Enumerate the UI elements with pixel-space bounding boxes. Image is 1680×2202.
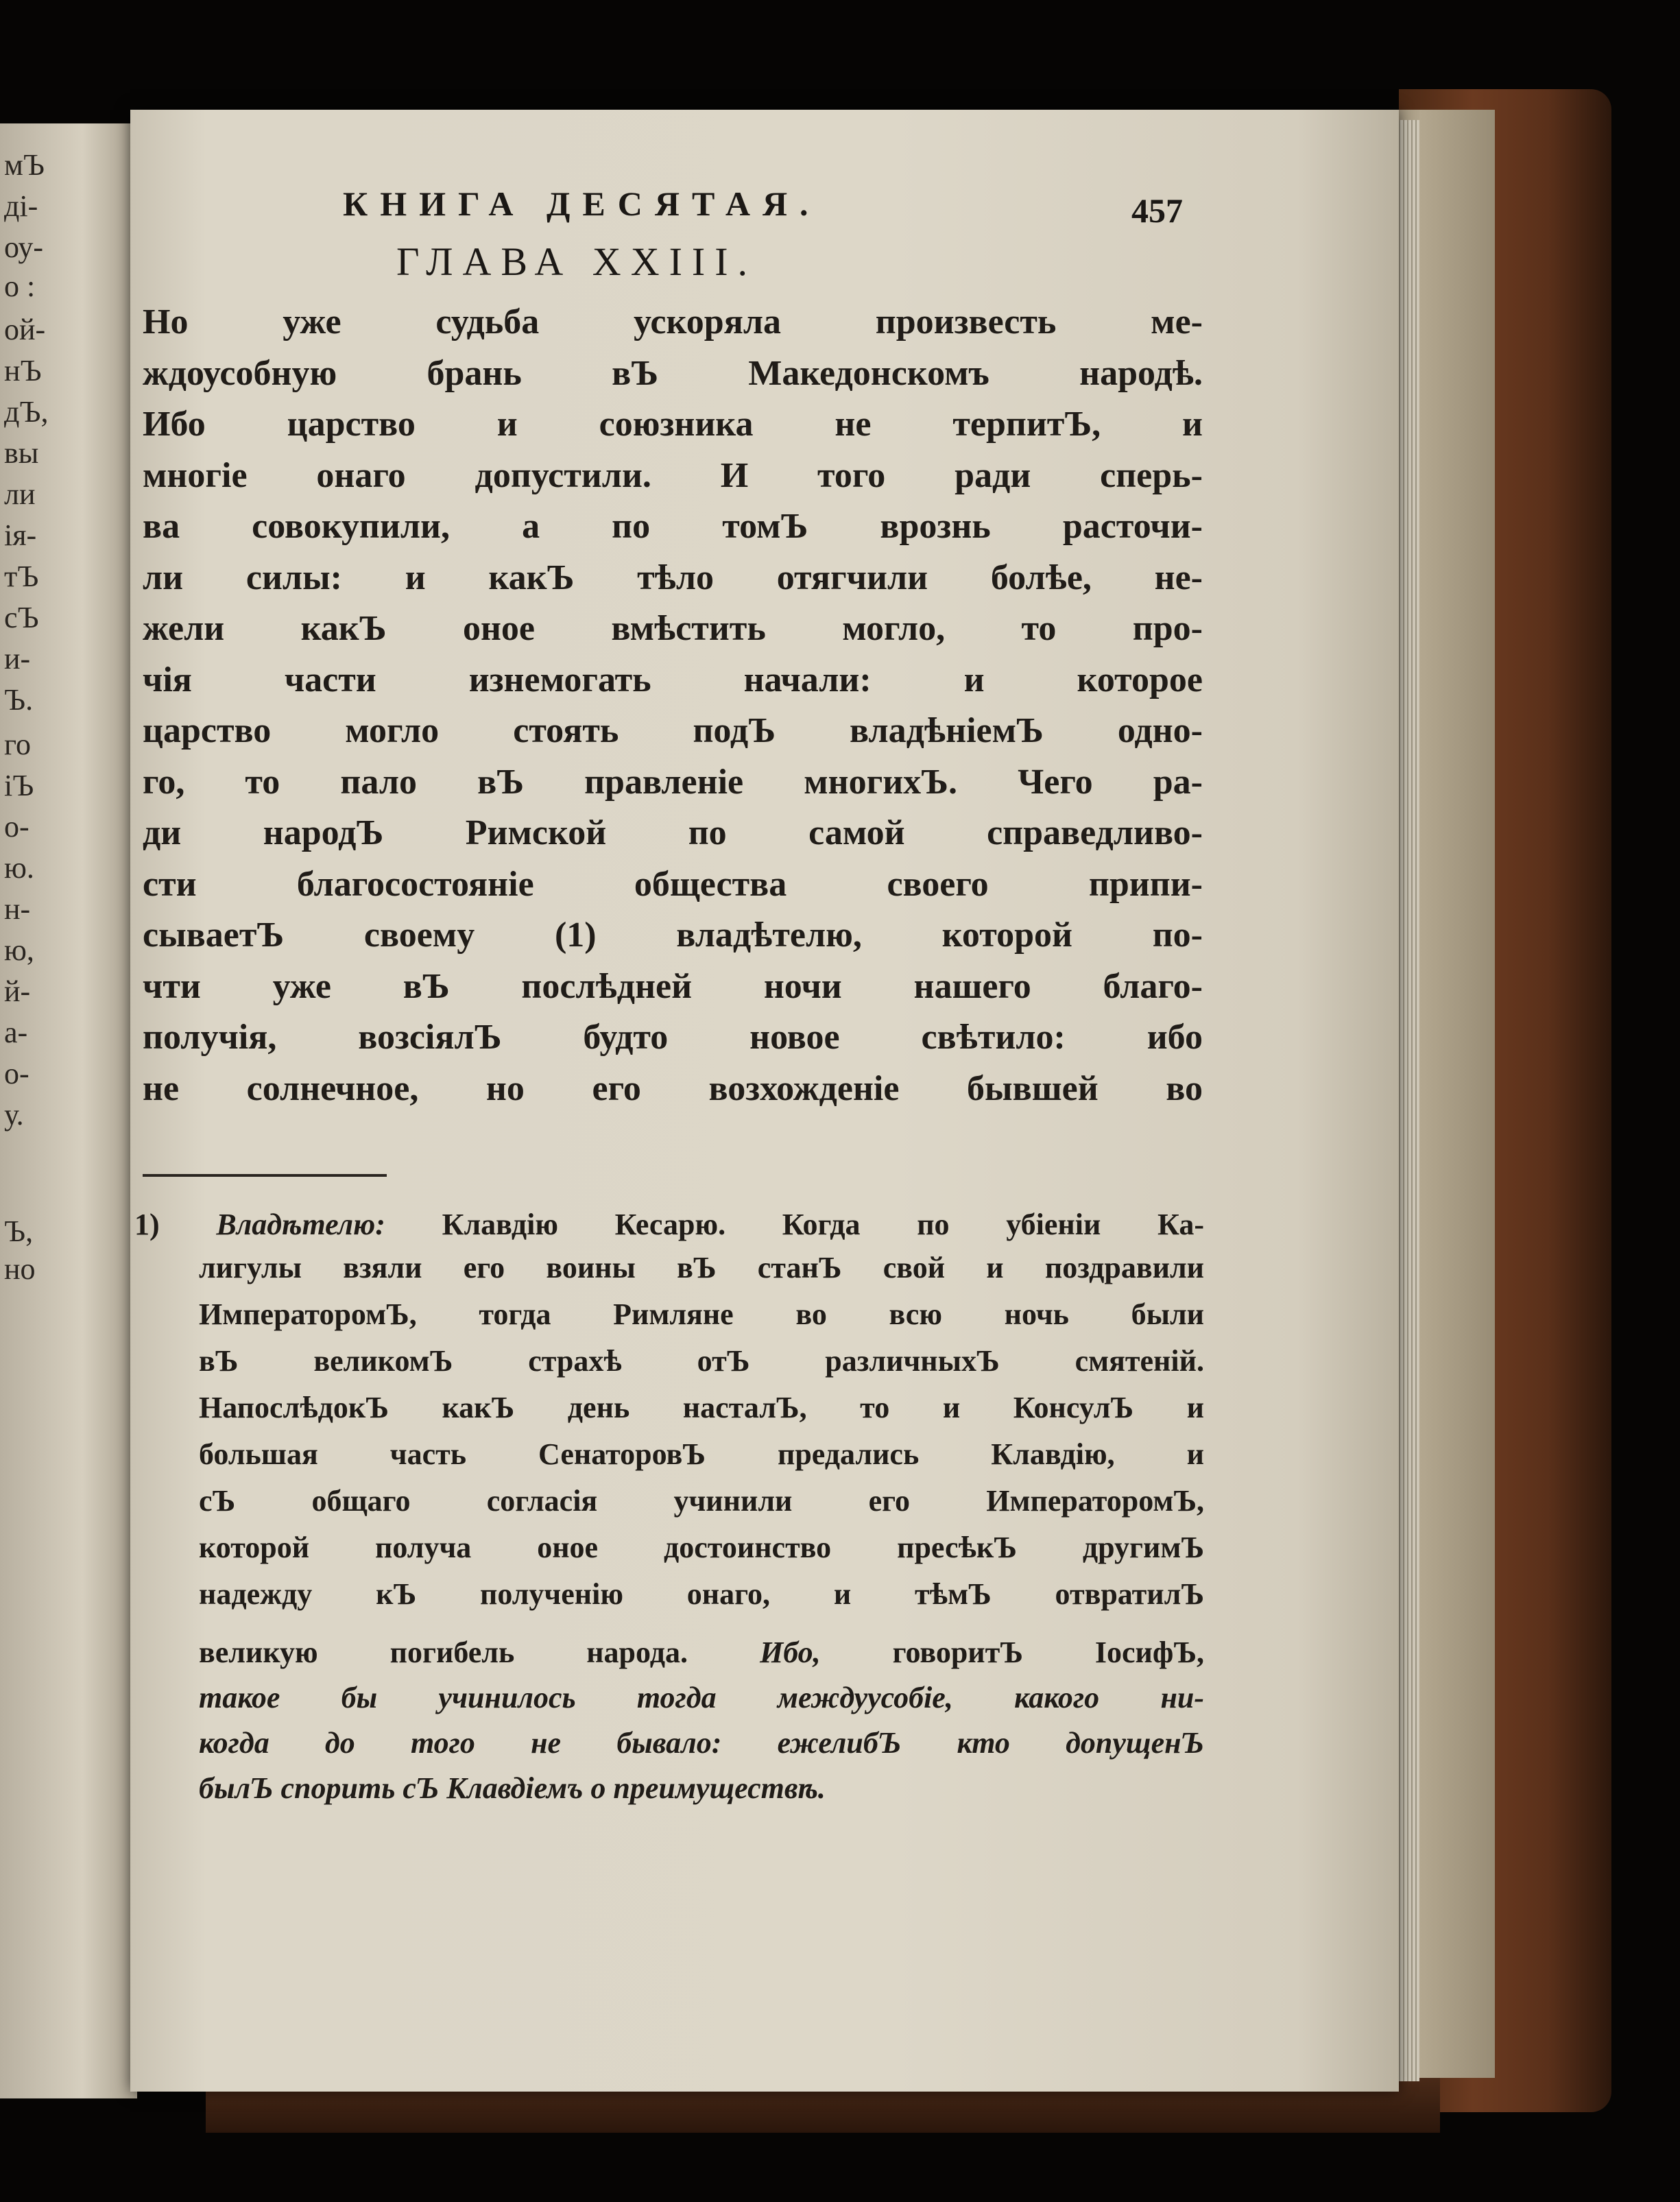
left-margin-fragment: іЪ (4, 769, 34, 802)
footnote-line-10-italic: Ибо, (759, 1636, 821, 1669)
footnote-marker: 1) (134, 1208, 160, 1241)
left-margin-fragment: Ъ, (4, 1214, 34, 1248)
footnote-line: НапослѣдокЪ какЪ день насталЪ, то и КонсулЪ и (199, 1391, 1204, 1424)
footnote-line: надежду кЪ полученію онаго, и тѣмЪ отвратилЪ (199, 1577, 1204, 1611)
body-line: сываетЪ своему (1) владѣтелю, которой по- (143, 915, 1203, 955)
left-margin-fragment: тЪ (4, 560, 39, 593)
chapter-heading: ГЛАВА XXIII. (396, 239, 758, 284)
body-line: ждоусобную брань вЪ Македонскомъ народѣ. (143, 353, 1203, 393)
left-margin-fragment: сЪ (4, 601, 39, 634)
left-margin-fragment: о- (4, 1057, 29, 1090)
body-line: ва совокупили, а по томЪ врознь расточи- (143, 507, 1203, 546)
left-margin-fragment: оу- (4, 230, 43, 264)
footnote-line-10-plain: великую погибель народа. (199, 1636, 688, 1669)
left-margin-fragment: а- (4, 1016, 28, 1049)
left-page-fragment (0, 123, 137, 2098)
body-line: царство могло стоять подЪ владѣніемЪ одно- (143, 711, 1203, 750)
left-margin-fragment: Ъ. (4, 683, 34, 717)
page-number: 457 (1131, 191, 1183, 230)
footnote-line: лигулы взяли его воины вЪ станЪ свой и поздравили (199, 1251, 1204, 1284)
body-line: чти уже вЪ послѣдней ночи нашего благо- (143, 966, 1203, 1006)
footnote-line: вЪ великомЪ страхѣ отЪ различныхЪ смятеній. (199, 1344, 1204, 1378)
body-line: Но уже судьба ускоряла произвесть ме- (143, 302, 1203, 342)
footnote-italic-line: такое бы учинилось тогда междуусобіе, какого ни- (199, 1681, 1204, 1714)
left-margin-fragment: вы (4, 436, 39, 470)
footnote-line: которой получа оное достоинство пресѣкЪ другимЪ (199, 1531, 1204, 1564)
left-margin-fragment: дЪ, (4, 395, 49, 429)
running-head: КНИГА ДЕСЯТАЯ. (343, 184, 821, 223)
left-margin-fragment: и- (4, 642, 31, 675)
body-line: Ибо царство и союзника не терпитЪ, и (143, 405, 1203, 444)
left-margin-fragment: нЪ (4, 354, 42, 387)
left-margin-fragment: й- (4, 974, 31, 1008)
footnote-line: ИмператоромЪ, тогда Римляне во всю ночь были (199, 1297, 1204, 1331)
left-margin-fragment: ли (4, 477, 36, 511)
footnote-term: Владѣтелю: (216, 1208, 385, 1241)
body-line: ли силы: и какЪ тѣло отягчили болѣе, не- (143, 558, 1203, 597)
body-line: получія, возсіялЪ будто новое свѣтило: ибо (143, 1018, 1203, 1057)
footnote-italic-line: когда до того не бывало: ежелибЪ кто допущенЪ (199, 1726, 1204, 1760)
body-line: не солнечное, но его возхожденіе бывшей во (143, 1068, 1203, 1108)
left-margin-fragment: ю. (4, 851, 34, 885)
body-line: многіе онаго допустили. И того ради сперь- (143, 455, 1203, 495)
body-line: го, то пало вЪ правленіе многихЪ. Чего ра- (143, 762, 1203, 802)
left-margin-fragment: мЪ (4, 148, 45, 182)
footnote-line: большая часть СенаторовЪ предались Клавдію, и (199, 1437, 1204, 1471)
body-line: чія части изнемогать начали: и которое (143, 660, 1203, 699)
footnote-first-rest: Клавдію Кесарю. Когда по убіеніи Ка- (442, 1208, 1204, 1241)
footnote-line-10 (199, 1635, 1204, 1671)
left-margin-fragment: ю, (4, 933, 34, 967)
footnote-italic-line: былЪ спорить сЪ Клавдіемъ о преимуществѣ. (199, 1771, 826, 1805)
body-line: жели какЪ оное вмѣстить могло, то про- (143, 609, 1203, 648)
left-margin-fragment: о- (4, 810, 29, 843)
left-margin-fragment: ой- (4, 313, 46, 346)
footnote-line-10-rest: говоритЪ ІосифЪ, (892, 1636, 1204, 1669)
left-margin-fragment: ія- (4, 518, 37, 552)
left-margin-fragment: о : (4, 270, 36, 303)
left-margin-fragment: н- (4, 892, 31, 926)
body-line: сти благосостояніе общества своего припи- (143, 864, 1203, 904)
left-margin-fragment: у. (4, 1098, 24, 1132)
left-margin-fragment: го (4, 728, 31, 761)
footnote-first-line (134, 1207, 1204, 1243)
left-margin-fragment: ді- (4, 189, 38, 223)
footnote-rule (143, 1174, 387, 1177)
left-margin-fragment: но (4, 1252, 36, 1286)
body-line: ди народЪ Римской по самой справедливо- (143, 813, 1203, 852)
footnote-line: сЪ общаго согласія учинили его ИмператоромЪ, (199, 1484, 1204, 1518)
